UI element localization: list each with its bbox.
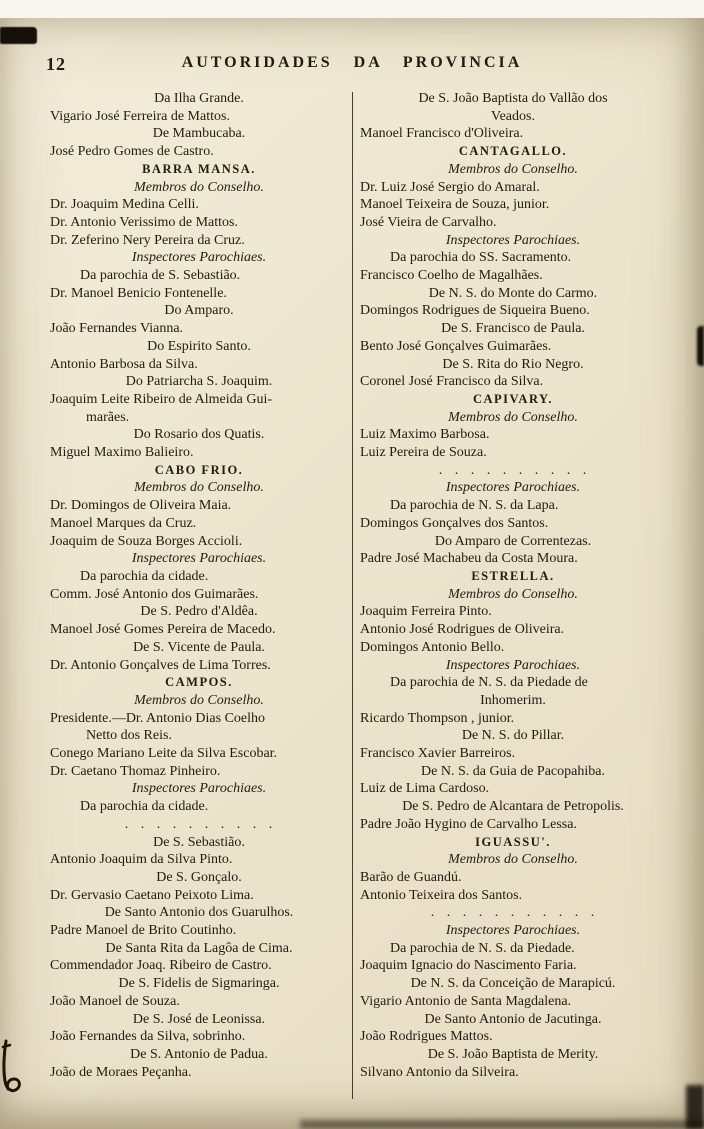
text-line: Dr. Luiz José Sergio do Amaral.: [360, 179, 540, 195]
ink-mark: [0, 1039, 26, 1099]
text-line: Veados.: [491, 108, 535, 124]
page-header: [44, 52, 660, 76]
text-line: Presidente.—Dr. Antonio Dias Coelho: [50, 710, 266, 726]
text-line: BARRA MANSA.: [142, 161, 256, 176]
text-line: De Mambucaba.: [152, 126, 246, 142]
text-line: Membros do Conselho.: [448, 409, 578, 425]
text-line: Antonio Joaquim da Silva Pinto.: [50, 852, 233, 868]
text-line: Joaquim de Souza Borges Accioli.: [50, 533, 243, 549]
text-line: João Fernandes da Silva, sobrinho.: [50, 1029, 246, 1045]
text-line: . . . . . . . . . . .: [430, 905, 596, 921]
text-line: Padre José Machabeu da Costa Moura.: [360, 551, 578, 567]
text-line: Inspectores Parochiaes.: [445, 232, 581, 248]
scan-artifact-top-left: [0, 27, 37, 44]
text-line: Membros do Conselho.: [134, 179, 264, 195]
text-line: Joaquim Leite Ribeiro de Almeida Gui-: [50, 391, 273, 407]
text-line: Dr. Joaquim Medina Celli.: [50, 197, 199, 213]
text-line: De S. Rita do Rio Negro.: [442, 356, 584, 372]
text-line: Domingos Rodrigues de Siqueira Bueno.: [360, 303, 590, 319]
text-line: Luiz Maximo Barbosa.: [360, 427, 490, 443]
text-line: José Pedro Gomes de Castro.: [50, 144, 214, 160]
text-line: Da parochia da cidade.: [80, 568, 209, 584]
text-line: Antonio Barbosa da Silva.: [50, 356, 198, 372]
text-line: Inspectores Parochiaes.: [131, 250, 267, 266]
text-line: CABO FRIO.: [154, 462, 244, 477]
text-line: Da parochia do SS. Sacramento.: [390, 250, 572, 266]
text-line: CAPIVARY.: [472, 391, 554, 406]
text-line: Do Amparo.: [164, 303, 234, 319]
text-line: Inspectores Parochiaes.: [131, 551, 267, 567]
text-line: De S. Francisco de Paula.: [441, 321, 585, 337]
text-line: Inspectores Parochiaes.: [445, 657, 581, 673]
text-line: João Manoel de Souza.: [50, 993, 180, 1009]
text-line: CAMPOS.: [165, 675, 233, 690]
text-line: Dr. Antonio Verissimo de Mattos.: [50, 214, 238, 230]
text-line: Membros do Conselho.: [134, 480, 264, 496]
text-line: Inspectores Parochiaes.: [131, 781, 267, 797]
text-line: Conego Mariano Leite da Silva Escobar.: [50, 746, 278, 762]
text-line: De Santo Antonio dos Guarulhos.: [104, 905, 294, 921]
text-line: Da parochia de N. S. da Piedade.: [390, 940, 575, 956]
text-line: De Santa Rita da Lagôa de Cima.: [105, 940, 293, 956]
text-line: Vigario José Ferreira de Mattos.: [50, 108, 230, 124]
text-line: Da parochia de S. Sebastião.: [80, 268, 241, 284]
text-line: De S. José de Leonissa.: [132, 1011, 266, 1027]
text-columns: [50, 90, 666, 1103]
text-line: Dr. Domingos de Oliveira Maia.: [50, 498, 232, 514]
text-line: Bento José Gonçalves Guimarães.: [360, 338, 552, 354]
text-line: Antonio Teixeira dos Santos.: [360, 887, 523, 903]
text-line: marães.: [86, 409, 130, 425]
text-line: Dr. Zeferino Nery Pereira da Cruz.: [50, 232, 245, 248]
text-line: Comm. José Antonio dos Guimarães.: [50, 586, 259, 602]
text-line: José Vieira de Carvalho.: [360, 214, 497, 230]
column-divider: [352, 92, 353, 1099]
text-line: CANTAGALLO.: [458, 144, 568, 159]
scan-artifact-right-streak: [697, 326, 704, 366]
text-line: De N. S. do Monte do Carmo.: [428, 285, 598, 301]
text-line: Membros do Conselho.: [448, 161, 578, 177]
text-line: Membros do Conselho.: [448, 586, 578, 602]
text-line: De S. Sebastião.: [153, 834, 245, 850]
text-line: Joaquim Ferreira Pinto.: [360, 604, 492, 620]
text-line: Padre Manoel de Brito Coutinho.: [50, 923, 237, 939]
text-line: De S. Pedro d'Aldêa.: [140, 604, 258, 620]
text-line: Silvano Antonio da Silveira.: [360, 1064, 519, 1080]
text-line: Antonio José Rodrigues de Oliveira.: [360, 622, 565, 638]
text-line: Luiz de Lima Cardoso.: [360, 781, 490, 797]
text-line: Coronel José Francisco da Silva.: [360, 374, 544, 390]
text-line: Da Ilha Grande.: [154, 91, 244, 106]
text-line: De N. S. da Guia de Pacopahiba.: [421, 763, 605, 779]
text-line: Do Patriarcha S. Joaquim.: [125, 374, 273, 390]
ink-mark-drawing: [0, 1039, 26, 1099]
text-line: Do Rosario dos Quatis.: [133, 427, 265, 443]
text-line: Inhomerim.: [480, 692, 546, 708]
text-line: Manoel José Gomes Pereira de Macedo.: [50, 622, 276, 638]
text-line: De N. S. da Conceição de Marapicú.: [410, 976, 616, 992]
text-line: Barão de Guandú.: [360, 869, 462, 885]
text-line: ESTRELLA.: [471, 568, 555, 583]
text-line: IGUASSU'.: [475, 834, 551, 849]
scan-artifact-bottom-smudge: [300, 1120, 704, 1129]
text-line: Manoel Francisco d'Oliveira.: [360, 126, 524, 142]
text-line: De S. Fidelis de Sigmaringa.: [118, 976, 280, 992]
text-line: De S. Pedro de Alcantara de Petropolis.: [402, 799, 624, 815]
text-line: Padre João Hygino de Carvalho Lessa.: [360, 816, 577, 832]
text-line: Dr. Gervasio Caetano Peixoto Lima.: [50, 887, 254, 903]
text-line: Membros do Conselho.: [134, 692, 264, 708]
text-line: Luiz Pereira de Souza.: [360, 445, 487, 461]
text-line: Do Espirito Santo.: [147, 338, 251, 354]
text-line: João Fernandes Vianna.: [50, 321, 184, 337]
text-line: De S. João Baptista de Merity.: [427, 1046, 599, 1062]
right-column: [355, 90, 666, 1103]
text-line: De S. Gonçalo.: [156, 869, 242, 885]
text-line: Francisco Coelho de Magalhães.: [360, 268, 543, 284]
text-line: Domingos Gonçalves dos Santos.: [360, 515, 549, 531]
text-line: Joaquim Ignacio do Nascimento Faria.: [360, 958, 577, 974]
text-line: Manoel Teixeira de Souza, junior.: [360, 197, 550, 213]
text-line: João Rodrigues Mattos.: [360, 1029, 493, 1045]
text-line: . . . . . . . . . .: [124, 816, 274, 832]
text-line: Inspectores Parochiaes.: [445, 923, 581, 939]
text-line: De S. João Baptista do Vallão dos: [418, 91, 608, 106]
text-line: Miguel Maximo Balieiro.: [50, 445, 194, 461]
text-line: Da parochia de N. S. da Lapa.: [390, 498, 559, 514]
scanned-page: [0, 18, 704, 1129]
text-line: Membros do Conselho.: [448, 852, 578, 868]
text-line: Da parochia da cidade.: [80, 799, 209, 815]
left-column: [50, 90, 348, 1103]
text-line: De S. Antonio de Padua.: [130, 1046, 268, 1062]
text-line: Netto dos Reis.: [86, 728, 172, 744]
text-line: Commendador Joaq. Ribeiro de Castro.: [50, 958, 272, 974]
text-line: Dr. Caetano Thomaz Pinheiro.: [50, 763, 221, 779]
page-number: 12: [46, 54, 66, 74]
text-line: Francisco Xavier Barreiros.: [360, 746, 516, 762]
text-line: Inspectores Parochiaes.: [445, 480, 581, 496]
text-line: . . . . . . . . . .: [438, 462, 588, 478]
text-line: Dr. Manoel Benicio Fontenelle.: [50, 285, 227, 301]
text-line: Domingos Antonio Bello.: [360, 639, 505, 655]
page-title: AUTORIDADES DA PROVINCIA: [181, 54, 523, 71]
text-line: De N. S. do Pillar.: [461, 728, 565, 744]
text-line: Manoel Marques da Cruz.: [50, 515, 197, 531]
text-line: João de Moraes Peçanha.: [50, 1064, 192, 1080]
text-line: Vigario Antonio de Santa Magdalena.: [360, 993, 572, 1009]
text-line: Dr. Antonio Gonçalves de Lima Torres.: [50, 657, 271, 673]
text-line: Da parochia de N. S. da Piedade de: [390, 675, 588, 691]
text-line: Do Amparo de Correntezas.: [434, 533, 592, 549]
text-line: Ricardo Thompson , junior.: [360, 710, 515, 726]
text-line: De S. Vicente de Paula.: [133, 639, 265, 655]
text-line: De Santo Antonio de Jacutinga.: [424, 1011, 602, 1027]
